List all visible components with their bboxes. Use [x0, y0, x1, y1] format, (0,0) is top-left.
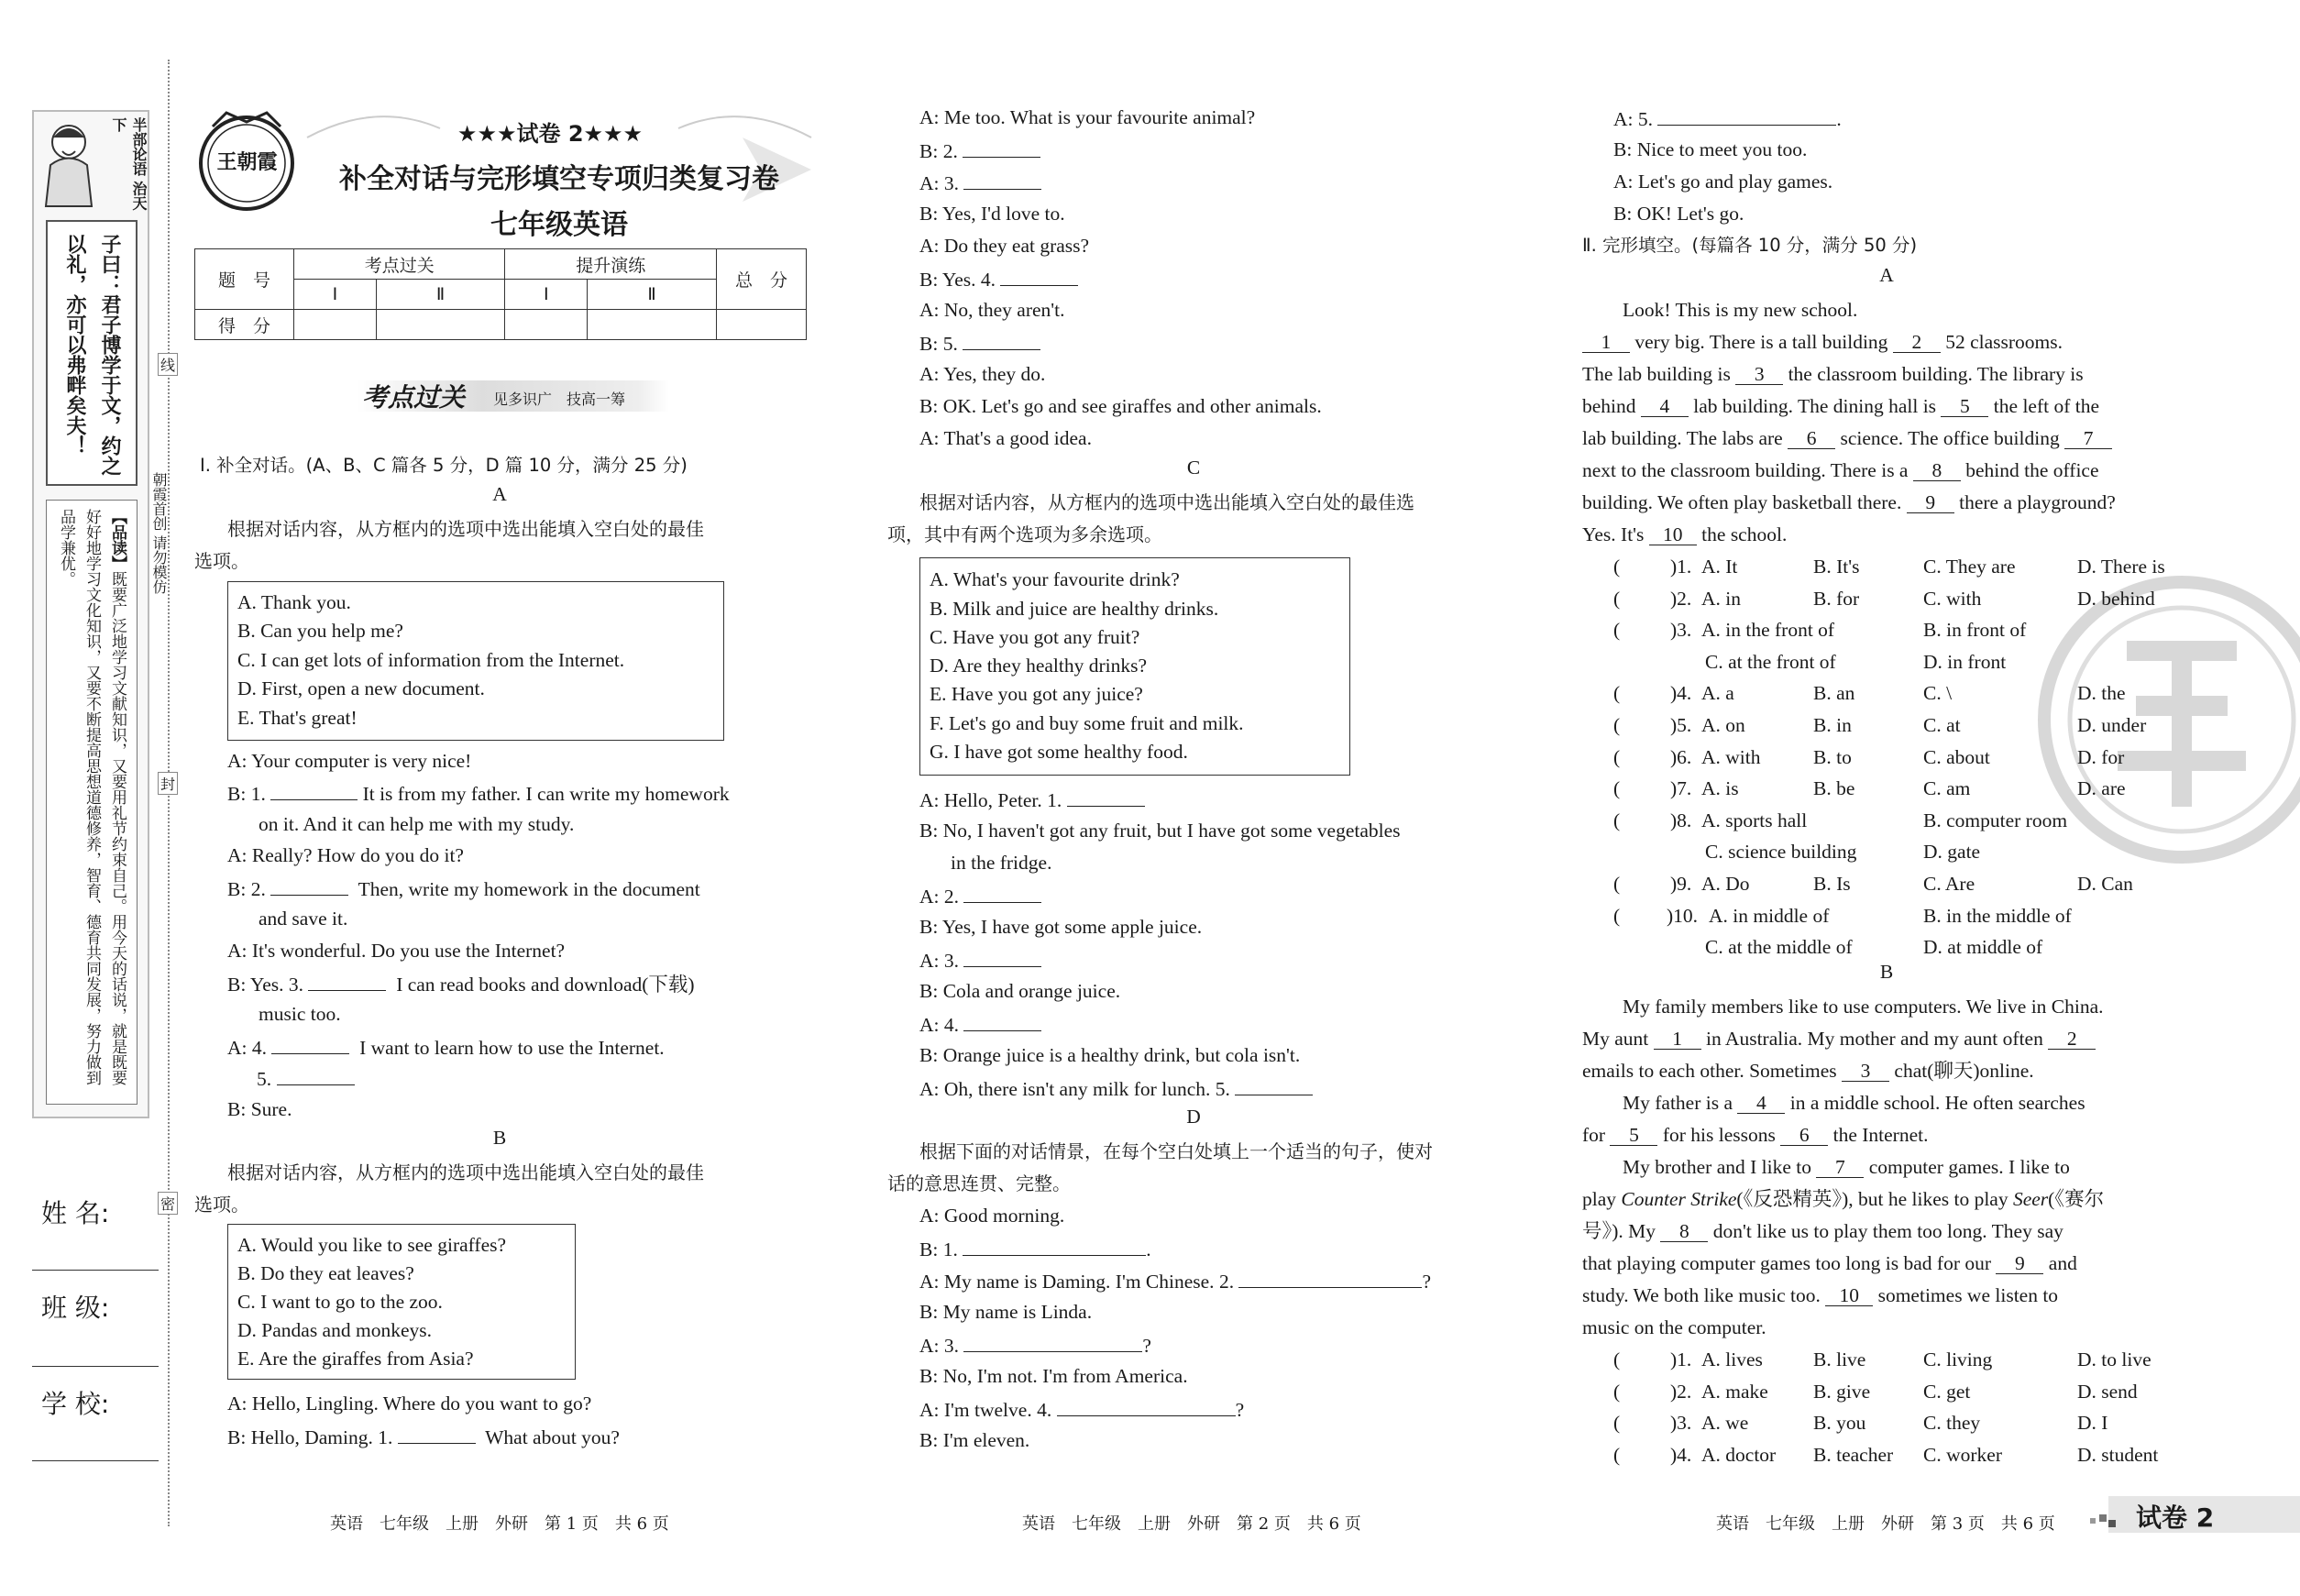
cloze-blank[interactable]: 4: [1641, 395, 1689, 417]
choice-option[interactable]: A. Do: [1701, 873, 1750, 895]
dialog-line: A: Hello, Peter. 1.: [919, 785, 1145, 814]
choice-option[interactable]: D. gate: [1923, 841, 1981, 864]
section2-heading: Ⅱ. 完形填空。(每篇各 10 分，满分 50 分): [1582, 235, 1918, 256]
cloze-blank[interactable]: 2: [1893, 331, 1941, 353]
cloze-blank[interactable]: 7: [1816, 1156, 1864, 1178]
dialog-line: B: Nice to meet you too.: [1613, 138, 1808, 160]
cloze-passage: music on the computer.: [1582, 1316, 1766, 1338]
dialog-line: A: 5. .: [1613, 104, 1842, 133]
dialog-line: B: No, I haven't got any fruit, but I have got some vegetables: [919, 820, 1401, 842]
school-label: 学 校:: [41, 1389, 110, 1419]
dialog-line: B: Yes, I have got some apple juice.: [919, 916, 1203, 938]
dialog-a-options-box: [227, 581, 724, 741]
section-banner-sub: 见多识广 技高一筹: [493, 391, 626, 408]
dialog-a-instruction: 根据对话内容，从方框内的选项中选出能填入空白处的最佳: [227, 518, 704, 540]
cloze-passage: lab building. The labs are 6 science. The office building 7: [1582, 424, 2112, 452]
answer-paren[interactable]: (: [1613, 777, 1621, 800]
choice-option[interactable]: D. in front: [1923, 650, 2007, 673]
answer-paren[interactable]: (: [1613, 745, 1621, 768]
dialog-b-title: B: [492, 1127, 507, 1149]
choice-option[interactable]: A. a: [1701, 682, 1734, 705]
dialog-line: in the fridge.: [951, 852, 1052, 874]
choice-option[interactable]: B. you: [1813, 1412, 1866, 1435]
answer-blank[interactable]: [270, 778, 358, 800]
choice-option[interactable]: C. at: [1923, 714, 1961, 736]
choice-option[interactable]: C. Are: [1923, 873, 1975, 895]
dialog-line: A: I'm twelve. 4. ?: [919, 1394, 1244, 1424]
answer-blank[interactable]: [271, 1032, 349, 1054]
answer-paren[interactable]: (: [1613, 619, 1621, 642]
choice-option[interactable]: C. they: [1923, 1412, 1981, 1435]
cloze-blank[interactable]: 1: [1654, 1028, 1701, 1050]
choice-option[interactable]: B. It's: [1813, 556, 1860, 578]
cut-mark-mi: 密: [158, 1192, 178, 1215]
answer-paren[interactable]: (: [1613, 809, 1621, 831]
question-number: )4.: [1670, 1443, 1692, 1466]
name-label: 姓 名:: [41, 1198, 110, 1228]
question-number: )3.: [1670, 619, 1692, 642]
answer-paren[interactable]: (: [1613, 904, 1621, 927]
cloze-passage: play Counter Strike(《反恐精英》), but he likes to play Seer(《赛尔: [1582, 1188, 2105, 1210]
answer-blank[interactable]: [1067, 785, 1145, 807]
choice-option[interactable]: D. Can: [2077, 873, 2133, 895]
choice-option[interactable]: A. we: [1701, 1412, 1749, 1435]
answer-blank[interactable]: [277, 1063, 355, 1085]
dialog-line: A: 3.: [919, 945, 1041, 974]
dialog-line: A: Your computer is very nice!: [227, 750, 472, 772]
option: A. What's your favourite drink?: [930, 568, 1180, 590]
choice-option[interactable]: C. get: [1923, 1380, 1971, 1403]
choice-option[interactable]: D. at middle of: [1923, 936, 2043, 959]
cloze-passage: emails to each other. Sometimes 3 chat(聊天)online.: [1582, 1060, 2034, 1082]
option: C. I can get lots of information from the Internet.: [237, 649, 625, 671]
option: D. Pandas and monkeys.: [237, 1319, 432, 1341]
score-table-roman: Ⅱ: [588, 280, 717, 310]
dialog-c-options-box: [919, 557, 1350, 776]
dialog-line: A: That's a good idea.: [919, 427, 1092, 449]
dialog-c-instruction: 根据对话内容，从方框内的选项中选出能填入空白处的最佳选: [919, 491, 1414, 513]
dialog-line: A: 2.: [919, 881, 1041, 910]
dialog-d-instruction: 根据下面的对话情景，在每个空白处填上一个适当的句子，使对: [919, 1140, 1433, 1162]
exam-subtitle: 七年级英语: [490, 209, 628, 241]
answer-paren[interactable]: (: [1613, 873, 1621, 895]
dialog-a-instruction: 选项。: [194, 550, 249, 572]
cloze-blank[interactable]: 10: [1825, 1284, 1873, 1306]
choice-option[interactable]: A. in the front of: [1701, 619, 1835, 642]
answer-paren[interactable]: (: [1613, 714, 1621, 736]
footer-badge: 试卷 2: [2136, 1502, 2215, 1533]
choice-option[interactable]: A. It: [1701, 556, 1738, 578]
choice-option[interactable]: B. in the middle of: [1923, 904, 2072, 927]
section-banner: 考点过关: [362, 382, 466, 413]
cloze-blank[interactable]: 4: [1737, 1092, 1785, 1114]
choice-option[interactable]: A. is: [1701, 777, 1739, 800]
dialog-line: A: Me too. What is your favourite animal?: [919, 106, 1256, 128]
dialog-c-instruction: 项，其中有两个选项为多余选项。: [887, 523, 1162, 545]
option: D. Are they healthy drinks?: [930, 655, 1148, 677]
option: A. Thank you.: [237, 591, 351, 613]
dialog-line: B: No, I'm not. I'm from America.: [919, 1365, 1188, 1387]
question-number: )5.: [1670, 714, 1692, 736]
choice-option[interactable]: D. for: [2077, 745, 2125, 768]
score-table-roman: Ⅰ: [505, 280, 588, 310]
cloze-blank[interactable]: 8: [1913, 459, 1961, 481]
score-cell[interactable]: [588, 310, 717, 340]
option: B. Milk and juice are healthy drinks.: [930, 598, 1219, 620]
confucius-quote: 子曰：君子博学于文，约之以礼，亦可以弗畔矣夫！: [63, 234, 121, 476]
commentary-text: [53, 509, 130, 1095]
question-number: )8.: [1670, 809, 1692, 831]
question-number: )7.: [1670, 777, 1692, 800]
choice-option[interactable]: A. in: [1701, 587, 1741, 610]
cloze-blank[interactable]: 5: [1610, 1124, 1657, 1146]
option: C. I want to go to the zoo.: [237, 1291, 443, 1313]
answer-paren[interactable]: (: [1613, 556, 1621, 578]
dialog-line: A: No, they aren't.: [919, 299, 1065, 321]
cloze-passage: The lab building is 3 the classroom building. The library is: [1582, 363, 2084, 385]
brand-name: 王朝霞: [216, 150, 278, 174]
cloze-passage: My family members like to use computers. We live in China.: [1623, 996, 2104, 1018]
dialog-line: B: Sure.: [227, 1098, 292, 1120]
question-number: )1.: [1670, 556, 1692, 578]
answer-paren[interactable]: (: [1613, 587, 1621, 610]
answer-blank[interactable]: [1238, 1266, 1422, 1288]
cloze-blank[interactable]: 10: [1649, 523, 1697, 545]
dialog-line: B: 2.: [919, 136, 1040, 165]
section1-heading: Ⅰ. 补全对话。(A、B、C 篇各 5 分，D 篇 10 分，满分 25 分): [200, 455, 688, 476]
choice-option[interactable]: D. are: [2077, 777, 2126, 800]
choice-option[interactable]: C. am: [1923, 777, 1971, 800]
dialog-line: A: 4.: [919, 1009, 1041, 1039]
choice-option[interactable]: B. in front of: [1923, 619, 2027, 642]
score-cell[interactable]: [294, 310, 377, 340]
answer-blank[interactable]: [398, 1422, 476, 1444]
score-table: [194, 248, 807, 340]
name-field[interactable]: [32, 1270, 159, 1271]
choice-option[interactable]: A. make: [1701, 1380, 1768, 1403]
dialog-line: A: Good morning.: [919, 1205, 1065, 1227]
answer-blank[interactable]: [1057, 1394, 1236, 1416]
dialog-b-instruction: 选项。: [194, 1194, 249, 1216]
cloze-blank[interactable]: 7: [2064, 427, 2112, 449]
choice-option[interactable]: B. for: [1813, 587, 1860, 610]
dialog-line: B: Orange juice is a healthy drink, but cola isn't.: [919, 1044, 1301, 1066]
question-number: )10.: [1667, 904, 1699, 927]
answer-blank[interactable]: [270, 874, 348, 896]
dialog-line: B: 1. It is from my father. I can write my homework: [227, 778, 730, 808]
choice-option[interactable]: B. to: [1813, 745, 1852, 768]
class-label: 班 级:: [41, 1293, 110, 1323]
cut-mark-feng: 封: [158, 772, 178, 795]
choice-option[interactable]: D. behind: [2077, 587, 2155, 610]
commentary-label: 【品读】: [108, 509, 127, 571]
cloze-b-title: B: [1879, 961, 1894, 983]
cloze-passage: next to the classroom building. There is a 8 behind the office: [1582, 459, 2099, 481]
page-footer: 英语 七年级 上册 外研 第 2 页 共 6 页: [1022, 1514, 1361, 1534]
choice-option[interactable]: B. live: [1813, 1348, 1866, 1370]
dialog-line: A: Really? How do you do it?: [227, 844, 464, 866]
choice-option[interactable]: C. science building: [1705, 841, 1857, 864]
cloze-passage: Look! This is my new school.: [1623, 299, 1858, 321]
dialog-d-instruction: 话的意思连贯、完整。: [887, 1172, 1071, 1194]
choice-option[interactable]: C. They are: [1923, 556, 2016, 578]
cloze-blank[interactable]: 6: [1780, 1124, 1828, 1146]
score-table-group2: 提升演练: [505, 249, 717, 280]
option: D. First, open a new document.: [237, 677, 485, 699]
dialog-b-options-box: [227, 1224, 576, 1380]
dialog-line: B: My name is Linda.: [919, 1301, 1093, 1323]
option: E. Have you got any juice?: [930, 683, 1143, 705]
cloze-a-title: A: [1879, 264, 1894, 286]
footer-badge-dots: [2090, 1511, 2118, 1535]
cloze-blank[interactable]: 2: [2048, 1028, 2096, 1050]
class-field[interactable]: [32, 1366, 159, 1367]
choice-option[interactable]: C. at the middle of: [1705, 936, 1853, 959]
choice-option[interactable]: D. I: [2077, 1412, 2108, 1435]
cloze-passage: building. We often play basketball there. 9 there a playground?: [1582, 491, 2116, 513]
page-footer: 英语 七年级 上册 外研 第 3 页 共 6 页: [1716, 1514, 2055, 1534]
exam-badge: ★★★试卷 2★★★: [457, 121, 644, 147]
question-number: )4.: [1670, 682, 1692, 705]
cloze-passage: study. We both like music too. 10 sometimes we listen to: [1582, 1284, 2059, 1306]
dialog-line: B: Hello, Daming. 1. What about you?: [227, 1422, 620, 1451]
choice-option[interactable]: D. send: [2077, 1380, 2138, 1403]
score-table-roman: Ⅰ: [294, 280, 377, 310]
question-number: )2.: [1670, 587, 1692, 610]
cloze-blank[interactable]: 3: [1735, 363, 1783, 385]
choice-option[interactable]: D. under: [2077, 714, 2147, 736]
cloze-passage: 号》). My 8 don't like us to play them too long. They say: [1582, 1220, 2063, 1242]
choice-option[interactable]: D. to live: [2077, 1348, 2151, 1370]
answer-blank[interactable]: [963, 881, 1041, 903]
dialog-line: A: Hello, Lingling. Where do you want to go?: [227, 1392, 592, 1414]
dialog-b-instruction: 根据对话内容，从方框内的选项中选出能填入空白处的最佳: [227, 1161, 704, 1183]
dialog-line: B: Yes. 3. I can read books and download(下载): [227, 969, 695, 998]
cloze-passage: behind 4 lab building. The dining hall is 5 the left of the: [1582, 395, 2100, 417]
dialog-line: B: OK! Let's go.: [1613, 203, 1744, 225]
page-footer: 英语 七年级 上册 外研 第 1 页 共 6 页: [330, 1514, 669, 1534]
score-table-total: 总 分: [717, 249, 807, 310]
choice-option[interactable]: B. be: [1813, 777, 1855, 800]
dialog-line: A: Do they eat grass?: [919, 235, 1090, 257]
answer-blank[interactable]: [963, 136, 1040, 158]
question-number: )6.: [1670, 745, 1692, 768]
dialog-d-title: D: [1186, 1106, 1201, 1128]
score-cell[interactable]: [505, 310, 588, 340]
answer-blank[interactable]: [963, 945, 1041, 967]
choice-option[interactable]: C. worker: [1923, 1443, 2002, 1466]
question-number: )9.: [1670, 873, 1692, 895]
choice-option[interactable]: D. There is: [2077, 556, 2165, 578]
question-number: )2.: [1670, 1380, 1692, 1403]
cloze-passage: for 5 for his lessons 6 the Internet.: [1582, 1124, 1929, 1146]
cloze-passage: My brother and I like to 7 computer games. I like to: [1623, 1156, 2070, 1178]
score-table-score-label: 得 分: [195, 310, 294, 340]
option: E. That's great!: [237, 707, 358, 729]
cloze-passage: Yes. It's 10 the school.: [1582, 523, 1788, 545]
answer-blank[interactable]: [963, 1009, 1041, 1031]
answer-paren[interactable]: (: [1613, 1348, 1621, 1370]
cloze-passage: My aunt 1 in Australia. My mother and my aunt often 2: [1582, 1025, 2096, 1052]
choice-option[interactable]: B. Is: [1813, 873, 1851, 895]
answer-paren[interactable]: (: [1613, 1412, 1621, 1435]
logo-text: 半部论语 治天下: [110, 117, 148, 211]
cloze-blank[interactable]: 8: [1660, 1220, 1708, 1242]
answer-blank[interactable]: [963, 1234, 1146, 1256]
dialog-line: B: 5.: [919, 328, 1040, 358]
choice-option[interactable]: D. student: [2077, 1443, 2159, 1466]
choice-option[interactable]: B. computer room: [1923, 809, 2068, 831]
choice-option[interactable]: B. teacher: [1813, 1443, 1894, 1466]
score-table-roman: Ⅱ: [376, 280, 505, 310]
dialog-line: B: OK. Let's go and see giraffes and other animals.: [919, 395, 1322, 417]
choice-option[interactable]: A. sports hall: [1701, 809, 1808, 831]
cloze-blank[interactable]: 9: [1996, 1252, 2043, 1274]
dialog-line: A: Oh, there isn't any milk for lunch. 5.: [919, 1073, 1313, 1103]
answer-blank[interactable]: [963, 168, 1041, 190]
option: G. I have got some healthy food.: [930, 741, 1188, 763]
dialog-line: A: Yes, they do.: [919, 363, 1046, 385]
question-number: )1.: [1670, 1348, 1692, 1370]
option: E. Are the giraffes from Asia?: [237, 1348, 474, 1370]
score-cell[interactable]: [376, 310, 505, 340]
choice-option[interactable]: C. with: [1923, 587, 1982, 610]
cut-mark-xian: 线: [158, 353, 178, 376]
choice-option[interactable]: A. lives: [1701, 1348, 1763, 1370]
dialog-line: A: 4. I want to learn how to use the Internet.: [227, 1032, 665, 1062]
dialog-line: B: 2. Then, write my homework in the document: [227, 874, 700, 903]
dialog-line: B: 1. .: [919, 1234, 1151, 1263]
dialog-line: A: It's wonderful. Do you use the Internet?: [227, 940, 566, 962]
notice-text: 朝霞首创 请勿模仿: [150, 472, 168, 595]
sage-illustration: [37, 115, 101, 211]
answer-blank[interactable]: [963, 1330, 1142, 1352]
choice-option[interactable]: A. in middle of: [1709, 904, 1830, 927]
commentary-body: 既要广泛地学习文献知识，又要用礼节约束自己。用今天的话说，就是既要好好地学习文化知识，又要不断提高思想道德修养，智育、德育共同发展，努力做到品学兼优。: [57, 509, 127, 1085]
choice-option[interactable]: A. with: [1701, 745, 1761, 768]
dialog-line: B: Cola and orange juice.: [919, 980, 1121, 1002]
choice-option[interactable]: C. living: [1923, 1348, 1993, 1370]
choice-option[interactable]: B. an: [1813, 682, 1855, 705]
dialog-line: A: My name is Daming. I'm Chinese. 2. ?: [919, 1266, 1431, 1295]
cloze-passage: 1 very big. There is a tall building 2 52 classrooms.: [1582, 328, 2063, 356]
score-cell[interactable]: [717, 310, 807, 340]
cloze-passage: that playing computer games too long is bad for our 9 and: [1582, 1252, 2077, 1274]
answer-paren[interactable]: (: [1613, 682, 1621, 705]
question-number: )3.: [1670, 1412, 1692, 1435]
choice-option[interactable]: C. at the front of: [1705, 650, 1836, 673]
answer-blank[interactable]: [963, 328, 1040, 350]
dialog-line: music too.: [259, 1003, 341, 1025]
cloze-blank[interactable]: 6: [1788, 427, 1835, 449]
choice-option[interactable]: B. give: [1813, 1380, 1871, 1403]
dialog-a-title: A: [492, 483, 507, 505]
dialog-line: B: Yes, I'd love to.: [919, 203, 1065, 225]
option: B. Do they eat leaves?: [237, 1262, 414, 1284]
option: A. Would you like to see giraffes?: [237, 1234, 507, 1256]
dialog-line: and save it.: [259, 908, 348, 930]
dialog-line: B: I'm eleven.: [919, 1429, 1030, 1451]
cloze-passage: My father is a 4 in a middle school. He often searches: [1623, 1092, 2085, 1114]
score-table-question-header: 题 号: [195, 249, 294, 310]
answer-blank[interactable]: [308, 969, 386, 991]
dialog-line: A: 3. ?: [919, 1330, 1151, 1359]
exam-title: 补全对话与完形填空专项归类复习卷: [339, 163, 779, 195]
cloze-blank[interactable]: 5: [1941, 395, 1988, 417]
dialog-line: A: Let's go and play games.: [1613, 171, 1833, 193]
choice-option[interactable]: C. \: [1923, 682, 1953, 705]
option: B. Can you help me?: [237, 620, 403, 642]
option: C. Have you got any fruit?: [930, 626, 1140, 648]
dialog-line: A: 3.: [919, 168, 1041, 197]
answer-blank[interactable]: [1235, 1073, 1313, 1095]
school-field[interactable]: [32, 1460, 159, 1461]
answer-blank[interactable]: [1657, 104, 1836, 126]
dialog-line: B: Yes. 4.: [919, 264, 1078, 293]
answer-paren[interactable]: (: [1613, 1443, 1621, 1466]
answer-blank[interactable]: [1000, 264, 1078, 286]
choice-option[interactable]: A. doctor: [1701, 1443, 1777, 1466]
score-table-group1: 考点过关: [294, 249, 505, 280]
choice-option[interactable]: B. in: [1813, 714, 1852, 736]
cloze-blank[interactable]: 9: [1907, 491, 1954, 513]
cloze-blank[interactable]: 1: [1582, 331, 1630, 353]
option: F. Let's go and buy some fruit and milk.: [930, 712, 1244, 734]
choice-option[interactable]: C. about: [1923, 745, 1990, 768]
dialog-c-title: C: [1186, 457, 1201, 479]
choice-option[interactable]: D. the: [2077, 682, 2126, 705]
cloze-blank[interactable]: 3: [1842, 1060, 1889, 1082]
dialog-line: on it. And it can help me with my study.: [259, 813, 575, 835]
dialog-line: 5.: [257, 1063, 355, 1093]
choice-option[interactable]: A. on: [1701, 714, 1745, 736]
answer-paren[interactable]: (: [1613, 1380, 1621, 1403]
